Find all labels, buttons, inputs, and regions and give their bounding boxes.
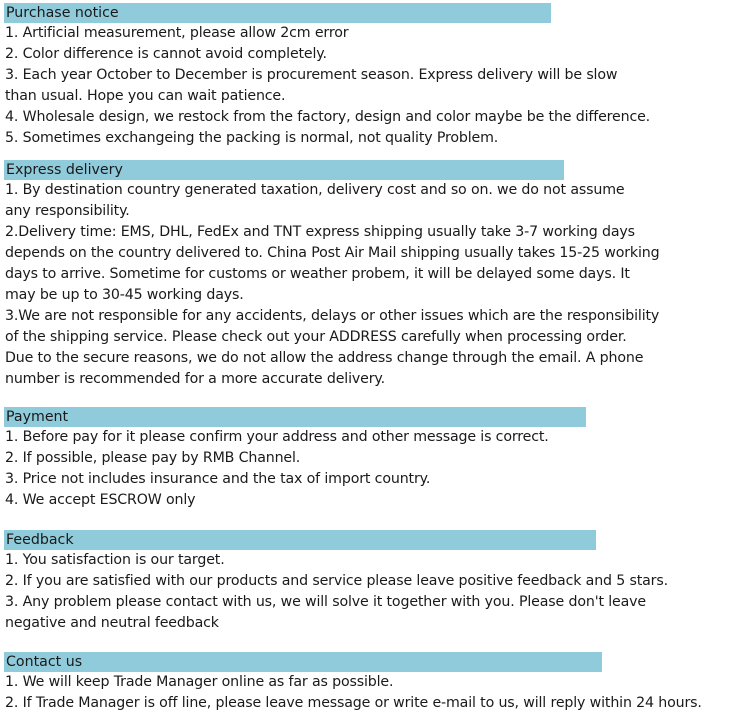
text-line: may be up to 30-45 working days. — [5, 287, 244, 303]
text-line: any responsibility. — [5, 203, 130, 219]
text-line: of the shipping service. Please check out your ADDRESS carefully when processing order. — [5, 329, 627, 345]
text-line: days to arrive. Sometime for customs or weather probem, it will be delayed some days. It — [5, 266, 630, 282]
text-line: 2. If possible, please pay by RMB Channel. — [5, 450, 301, 466]
text-line: 1. Artificial measurement, please allow 2cm error — [5, 25, 349, 41]
section-payment — [4, 407, 740, 511]
text-line: 3.We are not responsible for any accidents, delays or other issues which are the responsibility — [5, 308, 660, 324]
section-body — [4, 180, 740, 390]
text-line: 3. Price not includes insurance and the tax of import country. — [5, 471, 431, 487]
text-line: than usual. Hope you can wait patience. — [5, 88, 286, 104]
text-line: negative and neutral feedback — [5, 615, 219, 631]
text-line: 5. Sometimes exchangeing the packing is normal, not quality Problem. — [5, 130, 499, 146]
text-line: 2.Delivery time: EMS, DHL, FedEx and TNT express shipping usually take 3-7 working days — [5, 224, 635, 240]
section-header: Express delivery — [4, 160, 564, 180]
section-body — [4, 427, 740, 511]
text-line: number is recommended for a more accurate delivery. — [5, 371, 385, 387]
text-line: 3. Any problem please contact with us, we will solve it together with you. Please don't leave — [5, 594, 646, 610]
text-line: depends on the country delivered to. China Post Air Mail shipping usually takes 15-25 working — [5, 245, 660, 261]
text-line: 3. Each year October to December is procurement season. Express delivery will be slow — [5, 67, 618, 83]
text-line: 4. Wholesale design, we restock from the factory, design and color maybe be the difference. — [5, 109, 651, 125]
text-line: Due to the secure reasons, we do not allow the address change through the email. A phone — [5, 350, 644, 366]
section-header: Payment — [4, 407, 586, 427]
text-line: 1. We will keep Trade Manager online as far as possible. — [5, 674, 394, 690]
text-line: 2. If Trade Manager is off line, please leave message or write e-mail to us, will reply within 24 hours. — [5, 695, 702, 711]
section-express-delivery — [4, 160, 740, 390]
text-line: 1. You satisfaction is our target. — [5, 552, 225, 568]
section-header: Purchase notice — [4, 3, 551, 23]
section-body — [4, 23, 740, 149]
text-line: 1. Before pay for it please confirm your address and other message is correct. — [5, 429, 549, 445]
text-line: 4. We accept ESCROW only — [5, 492, 196, 508]
text-line: 2. If you are satisfied with our products and service please leave positive feedback and 5 stars. — [5, 573, 668, 589]
text-line: 2. Color difference is cannot avoid completely. — [5, 46, 327, 62]
section-body — [4, 550, 740, 634]
section-contact-us — [4, 652, 740, 714]
text-line: 1. By destination country generated taxation, delivery cost and so on. we do not assume — [5, 182, 625, 198]
section-purchase-notice — [4, 3, 740, 149]
section-header: Feedback — [4, 530, 596, 550]
section-header: Contact us — [4, 652, 602, 672]
section-feedback — [4, 530, 740, 634]
section-body — [4, 672, 740, 714]
